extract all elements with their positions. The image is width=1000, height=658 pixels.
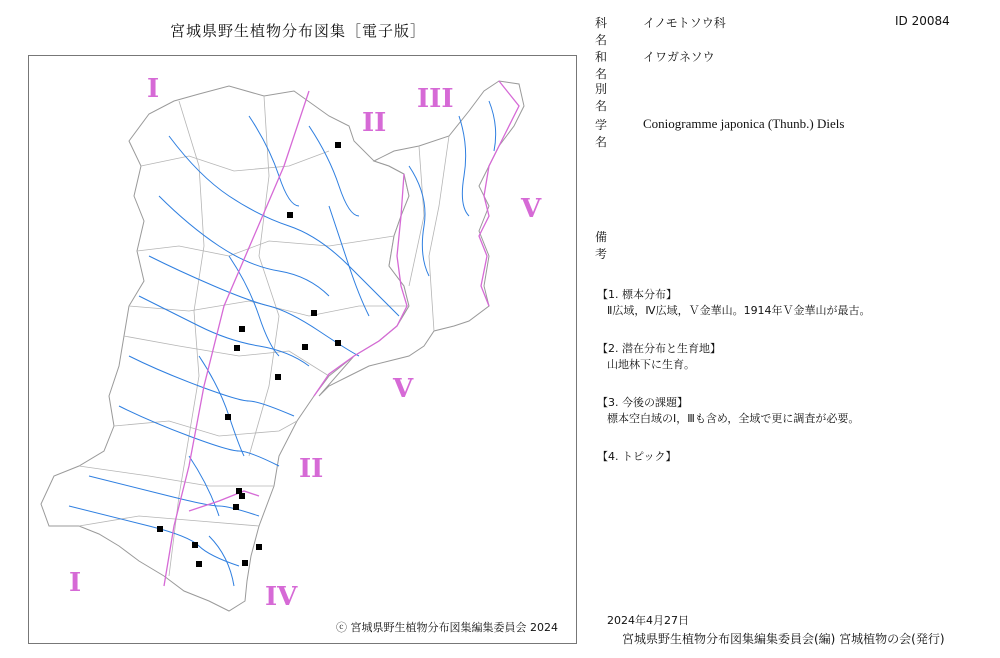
specimen-marker — [192, 542, 198, 548]
publication-date: 2024年4月27日 — [607, 614, 689, 627]
region-label-v-right: V — [521, 194, 542, 224]
page-title: 宮城県野生植物分布図集［電子版］ — [170, 22, 427, 40]
copyright-text: ⓒ 宮城県野生植物分布図集編集委員会 2024 — [336, 621, 558, 634]
region-label-iv-bottom: IV — [265, 582, 298, 612]
specimen-marker — [157, 526, 163, 532]
specimen-marker — [233, 504, 239, 510]
specimen-marker — [311, 310, 317, 316]
specimen-marker — [335, 142, 341, 148]
specimen-marker — [225, 414, 231, 420]
specimen-marker — [196, 561, 202, 567]
specimen-marker — [287, 212, 293, 218]
region-label-v-center: V — [393, 374, 414, 404]
distribution-map — [28, 55, 577, 644]
specimen-marker — [239, 326, 245, 332]
publisher-text: 宮城県野生植物分布図集編集委員会(編) 宮城植物の会(発行) — [622, 632, 945, 646]
specimen-marker — [242, 560, 248, 566]
note-heading: 【2. 潜在分布と生育地】 — [597, 342, 721, 355]
specimen-marker — [335, 340, 341, 346]
region-label-i-bottom: I — [69, 568, 82, 598]
japanese-name-value: イワガネソウ — [643, 50, 715, 64]
species-id: ID 20084 — [895, 14, 950, 28]
note-body: 標本空白域のⅠ，Ⅲも含め，全域で更に調査が必要。 — [607, 412, 860, 425]
specimen-marker — [239, 493, 245, 499]
note-heading: 【1. 標本分布】 — [597, 288, 677, 301]
specimen-marker — [275, 374, 281, 380]
remarks-label: 備 考 — [595, 230, 618, 261]
region-label-ii-top: II — [362, 108, 387, 138]
note-heading: 【3. 今後の課題】 — [597, 396, 688, 409]
region-label-ii-mid: II — [299, 454, 324, 484]
specimen-marker — [256, 544, 262, 550]
family-value: イノモトソウ科 — [643, 16, 726, 30]
note-body: Ⅱ広域，Ⅳ広域，Ｖ金華山。1914年Ｖ金華山が最古。 — [607, 304, 871, 317]
scientific-name-label: 学 名 — [595, 118, 618, 149]
note-heading: 【4. トピック】 — [597, 450, 677, 463]
alias-row — [595, 80, 643, 114]
map-svg — [29, 56, 576, 643]
region-label-iii-top: III — [417, 84, 454, 114]
scientific-name-row — [595, 116, 844, 150]
alias-label: 別 名 — [595, 82, 618, 113]
japanese-name-label: 和 名 — [595, 50, 618, 81]
specimen-marker — [302, 344, 308, 350]
note-body: 山地林下に生育。 — [607, 358, 695, 371]
specimen-marker — [234, 345, 240, 351]
scientific-name-value: Coniogramme japonica (Thunb.) Diels — [643, 116, 845, 131]
notes-section — [597, 286, 992, 486]
japanese-name-row — [595, 48, 715, 82]
family-label: 科 名 — [595, 16, 618, 47]
family-row — [595, 14, 726, 48]
region-label-i-top: I — [147, 74, 160, 104]
remarks-row — [595, 228, 643, 262]
prefecture-outline — [41, 86, 409, 611]
